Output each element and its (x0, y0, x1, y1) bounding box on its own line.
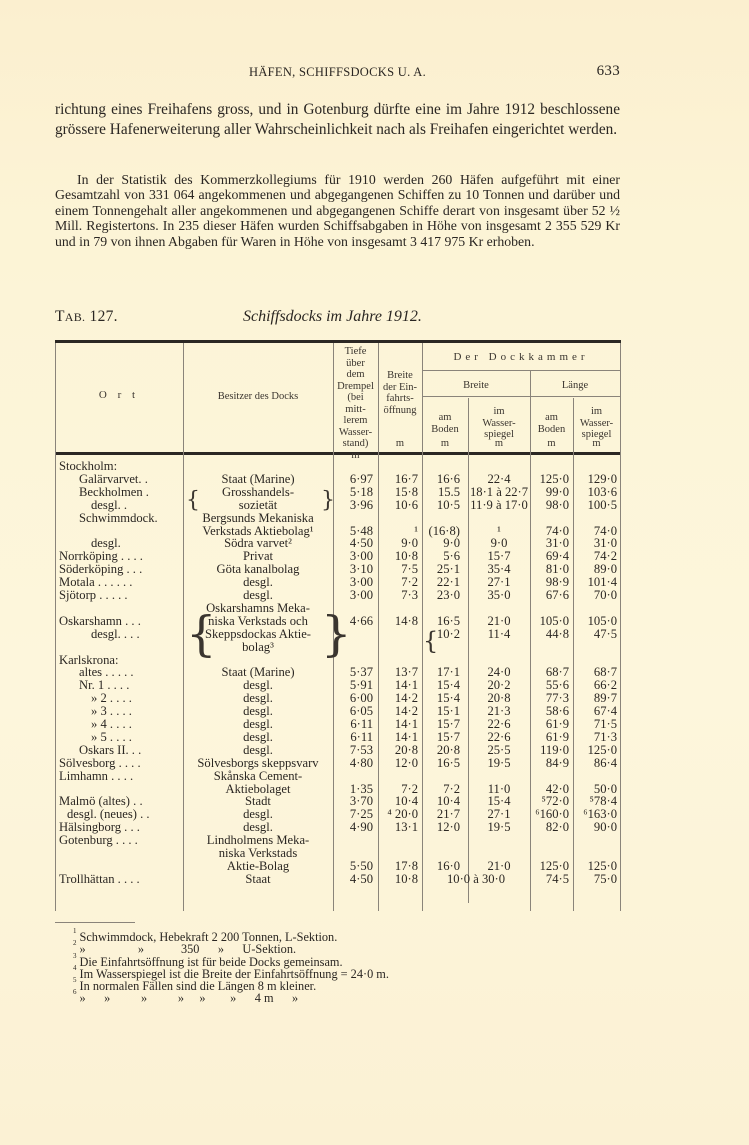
header-unit: m (547, 438, 556, 449)
header-rule-breite-laenge (422, 396, 620, 397)
cell-ort: Oskars II. . . (79, 742, 142, 757)
cell-b-wasser: 21·0 (487, 613, 511, 628)
header-tiefe-line: dem (346, 369, 365, 380)
header-line: spiegel (484, 429, 514, 440)
cell-b-boden: 5·6 (443, 549, 460, 564)
cell-b-wasser: 11·4 (487, 626, 511, 641)
cell-b-wasser: 25·5 (487, 742, 511, 757)
cell-l-wasser: ⁵78·4 (589, 794, 617, 809)
header-einfahrt-line: öffnung (383, 404, 417, 416)
cell-besitzer: Skånska Cement- (213, 768, 303, 783)
cell-einfahrt: 15·8 (394, 484, 418, 499)
cell-l-wasser: 125·0 (587, 858, 617, 873)
cell-b-boden: 10·4 (436, 794, 460, 809)
cell-einfahrt: 14·1 (394, 729, 418, 744)
cell-besitzer: bolag³ (242, 639, 274, 654)
footnote-mark: 3 (73, 951, 77, 960)
table-label-number: 127. (85, 308, 118, 325)
cell-l-boden: 74·0 (545, 523, 569, 538)
cell-besitzer: Stadt (245, 794, 271, 809)
cell-ort: » 5 . . . . (91, 729, 132, 744)
cell-tiefe: 6·00 (349, 691, 373, 706)
cell-breite-span: 10·0 à 30·0 (446, 871, 506, 886)
header-breite-am-boden (422, 412, 468, 435)
cell-l-boden: ⁶160·0 (535, 807, 569, 822)
cell-l-wasser: 68·7 (593, 665, 617, 680)
cell-besitzer: Bergsunds Mekaniska (202, 510, 314, 525)
cell-ort: Beckholmen . (79, 484, 149, 499)
footnote (73, 951, 573, 969)
cell-einfahrt: 13·7 (394, 665, 418, 680)
cell-b-wasser: 11·9 à 17·0 (470, 497, 528, 512)
cell-l-wasser: 71·3 (593, 729, 617, 744)
cell-ort: » 4 . . . . (91, 717, 132, 731)
footnote-text: » » 350 » U-Sektion. (79, 942, 297, 957)
cell-b-wasser: 27·1 (487, 807, 511, 822)
cell-b-wasser: 35·0 (487, 588, 511, 602)
cell-besitzer: Oskarshamns Meka- (206, 600, 310, 615)
header-tiefe-line: über (346, 357, 365, 369)
footnotes (73, 927, 573, 1006)
cell-besitzer: Staat (Marine) (221, 665, 295, 680)
cell-b-wasser: 18·1 à 22·7 (469, 484, 529, 499)
table-label-smallcaps: AB. (64, 310, 86, 324)
header-tiefe-line: lerem (343, 415, 368, 426)
cell-l-boden: 44·8 (545, 626, 569, 641)
cell-ort: desgl. . . . (91, 626, 140, 641)
cell-b-boden: 10·2 (436, 626, 460, 641)
header-unit: m (494, 438, 504, 449)
cell-l-boden: 61·9 (545, 717, 569, 731)
cell-besitzer: Södra varvet² (224, 536, 292, 551)
header-einfahrt-line: fahrts- (386, 393, 414, 404)
cell-besitzer: Lindholmens Meka- (206, 833, 310, 848)
header-dockkammer: Der Dockkammer (453, 351, 589, 363)
cell-b-boden: 15·4 (436, 691, 460, 706)
cell-l-wasser: 74·0 (593, 523, 617, 538)
cell-b-wasser: 24·0 (487, 665, 511, 680)
header-tiefe-line: mitt- (345, 403, 366, 415)
cell-besitzer: sozietät (238, 497, 278, 512)
cell-tiefe: 5·48 (349, 523, 373, 538)
cell-l-wasser: 70·0 (593, 588, 617, 602)
cell-l-boden: 98·9 (545, 575, 569, 590)
cell-tiefe: 4·66 (349, 613, 373, 628)
cell-tiefe: 1·35 (349, 781, 373, 796)
cell-b-boden: 20·8 (436, 742, 460, 757)
cell-l-wasser: 90·0 (593, 820, 617, 835)
cell-besitzer: Sölvesborgs skeppsvarv (197, 755, 319, 770)
header-laenge-im-wasserspiegel (573, 406, 620, 441)
header-tiefe-line: Tiefe (344, 346, 367, 357)
cell-b-wasser: 20·8 (487, 691, 511, 706)
cell-ort: desgl. (neues) . . (67, 807, 150, 822)
cell-l-boden: 42·0 (545, 781, 569, 796)
footnote (73, 976, 573, 994)
cell-tiefe: 3·00 (349, 549, 373, 564)
cell-l-wasser: 129·0 (587, 471, 617, 486)
cell-ort: Hälsingborg . . . (59, 820, 140, 835)
cell-besitzer: Grosshandels- (221, 484, 295, 499)
cell-b-wasser: 19·5 (487, 755, 511, 770)
cell-besitzer: desgl. (243, 678, 273, 693)
cell-ort: » 2 . . . . (91, 691, 132, 706)
cell-b-wasser: 9·0 (490, 536, 508, 551)
header-einfahrt-line: der Ein- (382, 381, 418, 393)
cell-einfahrt: 7·3 (401, 588, 418, 602)
cell-b-wasser: 27·1 (487, 575, 511, 590)
header-einfahrt-line: Breite (387, 370, 413, 381)
footnote (73, 939, 573, 957)
cell-l-boden: 98·0 (545, 497, 569, 512)
cell-l-wasser: 89·0 (593, 562, 617, 577)
footnote-text: Im Wasserspiegel ist die Breite der Einfahrtsöffnung = 24·0 m. (79, 966, 389, 981)
cell-l-boden: 125·0 (539, 471, 569, 486)
cell-l-wasser: 74·2 (593, 549, 617, 564)
cell-besitzer: desgl. (243, 691, 273, 706)
footnote (73, 963, 573, 981)
cell-tiefe: 7·25 (349, 807, 373, 822)
footnote (73, 988, 573, 1006)
cell-tiefe: 5·18 (349, 484, 373, 499)
cell-besitzer: niska Verkstads (218, 846, 298, 860)
cell-l-wasser: 47·5 (593, 626, 617, 641)
cell-l-boden: 105·0 (539, 613, 569, 628)
cell-einfahrt: 20·8 (394, 742, 418, 757)
cell-ort: Oskarshamn . . . (59, 613, 141, 628)
cell-tiefe: 5·91 (349, 678, 373, 693)
cell-tiefe: 4·50 (349, 536, 373, 551)
cell-b-wasser: 15·7 (487, 549, 511, 564)
header-line: spiegel (581, 429, 612, 440)
cell-besitzer: niska Verkstads och (208, 613, 308, 628)
cell-besitzer: desgl. (243, 807, 273, 822)
cell-l-boden: 125·0 (539, 858, 569, 873)
cell-tiefe: 7·53 (349, 742, 373, 757)
cell-einfahrt: 14·1 (394, 717, 418, 731)
header-line: Wasser- (482, 417, 516, 429)
header-breite-im-wasserspiegel (468, 406, 530, 441)
cell-b-wasser: 19·5 (487, 820, 511, 835)
paragraph-1: richtung eines Freihafens gross, und in Gotenburg dürfte eine im Jahre 1912 beschlossene grössere Hafenerweiterung aller Wahrscheinlichkeit nach als Freihafen eingerichtet werden. (55, 101, 620, 138)
footnote-text: Die Einfahrtsöffnung ist für beide Docks gemeinsam. (79, 954, 343, 969)
cell-besitzer: desgl. (243, 575, 273, 590)
cell-besitzer: Staat (245, 871, 271, 886)
cell-ort: desgl. (91, 536, 121, 551)
header-breite-einfahrt (378, 370, 422, 416)
cell-einfahrt: 17·8 (394, 858, 418, 873)
header-tiefe-line: (bei (347, 392, 364, 403)
cell-besitzer: desgl. (243, 820, 273, 835)
table-left-border (55, 343, 56, 911)
docks-table (55, 340, 621, 912)
cell-tiefe: 5·50 (349, 858, 373, 873)
brace-right-grosshandels: } (321, 488, 335, 513)
cell-b-wasser: 21·0 (487, 858, 511, 873)
cell-tiefe: 4·90 (349, 820, 373, 835)
paragraph-2: In der Statistik des Kommerzkollegiums für 1910 werden 260 Häfen aufgeführt mit einer Gesamtzahl von 331 064 angekommenen und abgegangenen Schiffen zu 10 Tonnen und darüber und einem Tonnengehalt aller angekommenen und abgegangenen Schiffe derart von insgesamt über 52 ½ Mill. Registertons. In 235 dieser Häfen wurden Schiffsabgaben in Höhe von insgesamt 2 355 529 Kr und in 79 von ihnen Abgaben für Waren in Höhe von insgesamt 3 417 975 Kr erhoben. (55, 172, 620, 249)
cell-besitzer: desgl. (243, 729, 273, 744)
cell-b-wasser: 21·3 (487, 704, 511, 719)
cell-l-wasser: 125·0 (587, 742, 617, 757)
cell-l-wasser: 100·5 (587, 497, 617, 512)
footnote-mark: 1 (73, 927, 77, 935)
cell-l-boden: 67·6 (545, 588, 569, 602)
cell-einfahrt: 10·8 (394, 871, 418, 886)
cell-ort: Galärvarvet. . (79, 471, 148, 486)
header-breite: Breite (463, 380, 489, 391)
cell-l-wasser: 31·0 (593, 536, 617, 551)
cell-besitzer: Skeppsdockas Aktie- (205, 626, 311, 641)
cell-tiefe: 3·70 (349, 794, 373, 809)
cell-l-wasser: 86·4 (593, 755, 617, 770)
running-head-title: HÄFEN, SCHIFFSDOCKS U. A. (249, 65, 426, 79)
cell-b-wasser: 11·0 (487, 781, 511, 796)
cell-besitzer: Aktie-Bolag (226, 858, 290, 873)
cell-tiefe: 3·96 (349, 497, 373, 512)
cell-l-boden: 119·0 (540, 742, 569, 757)
cell-tiefe: 3·00 (349, 588, 373, 602)
table-title: Schiffsdocks im Jahre 1912. (243, 308, 422, 325)
cell-einfahrt: 14·2 (394, 704, 418, 719)
table-right-border (620, 343, 621, 911)
cell-b-boden: 15·7 (436, 717, 460, 731)
cell-b-boden: 7·2 (443, 781, 460, 796)
header-line: im (493, 406, 505, 417)
brace-left-oskarshamn: { (186, 606, 217, 662)
header-line: im (590, 406, 603, 417)
cell-l-boden: 55·6 (545, 678, 569, 693)
cell-l-boden: 69·4 (545, 549, 569, 564)
cell-ort: Nr. 1 . . . . (79, 678, 130, 693)
cell-b-boden: 12·0 (436, 820, 460, 835)
cell-einfahrt: ⁴ 20·0 (387, 807, 418, 822)
header-line: Wasser- (579, 417, 614, 429)
cell-b-boden: 25·1 (436, 562, 460, 577)
cell-einfahrt: 13·1 (394, 820, 418, 835)
cell-ort: Motala . . . . . . (59, 575, 133, 590)
brace-left-grosshandels: { (186, 488, 200, 513)
cell-l-boden: 74·5 (545, 871, 569, 886)
cell-einfahrt: 10·6 (394, 497, 418, 512)
cell-l-boden: 81·0 (545, 562, 569, 577)
cell-l-boden: 84·9 (545, 755, 569, 770)
cell-l-wasser: 75·0 (593, 871, 617, 886)
cell-einfahrt: 7·2 (401, 575, 418, 590)
cell-l-boden: 68·7 (545, 665, 569, 680)
cell-b-boden: 15·1 (436, 704, 460, 719)
cell-tiefe: 6·11 (350, 729, 373, 744)
cell-b-boden: 23·0 (436, 588, 460, 602)
cell-l-boden: 31·0 (545, 536, 569, 551)
cell-ort: » 3 . . . . (91, 704, 132, 719)
cell-ort: Limhamn . . . . (59, 768, 134, 783)
cell-tiefe: 6·97 (349, 471, 373, 486)
running-head (55, 65, 620, 83)
cell-b-wasser: 15·4 (487, 794, 511, 809)
footnote-text: » » » » » » 4 m » (79, 991, 299, 1006)
cell-tiefe: 6·11 (350, 717, 373, 731)
footnote-mark: 5 (73, 976, 77, 985)
cell-einfahrt: 14·2 (394, 691, 418, 706)
cell-l-boden: 77·3 (545, 691, 569, 706)
cell-ort: altes . . . . . (79, 665, 134, 680)
header-tiefe-line: Wasser- (338, 426, 373, 438)
cell-b-boden: 15·7 (436, 729, 460, 744)
cell-l-wasser: 105·0 (587, 613, 617, 628)
cell-ort: Söderköping . . . (59, 562, 143, 577)
cell-l-wasser: 101·4 (587, 575, 617, 590)
header-besitzer: Besitzer des Docks (217, 391, 299, 402)
cell-einfahrt: 16·7 (394, 471, 418, 486)
footnote-mark: 2 (73, 939, 77, 948)
cell-tiefe: 5·37 (349, 665, 373, 680)
cell-besitzer: desgl. (243, 704, 273, 719)
cell-besitzer: Verkstads Aktiebolag¹ (202, 523, 314, 538)
cell-b-wasser: ¹ (497, 523, 501, 538)
cell-b-boden: (16·8) (428, 523, 460, 538)
header-tiefe (333, 346, 378, 461)
header-unit-einfahrt: m (395, 438, 405, 449)
cell-b-boden: 15.5 (437, 484, 460, 499)
cell-l-wasser: 66·2 (593, 678, 617, 693)
cell-einfahrt: 14·8 (394, 613, 418, 628)
table-label (55, 308, 118, 326)
cell-l-wasser: 71·5 (593, 717, 617, 731)
cell-einfahrt: 12·0 (394, 755, 418, 770)
cell-ort: Trollhättan . . . . (59, 871, 140, 886)
header-unit: m (592, 438, 601, 449)
cell-besitzer: desgl. (243, 742, 273, 757)
cell-besitzer: Aktiebolaget (225, 781, 291, 796)
header-tiefe-line: stand) (342, 438, 369, 449)
cell-ort: Norrköping . . . . (59, 549, 143, 564)
cell-einfahrt: 14·1 (394, 678, 418, 693)
cell-ort: desgl. . (91, 497, 128, 512)
cell-b-boden: 15·4 (436, 678, 460, 693)
cell-ort: Sjötorp . . . . . (59, 588, 128, 602)
cell-b-boden: 9·0 (443, 536, 460, 551)
header-line: am (438, 412, 452, 423)
cell-b-boden: 16·6 (436, 471, 460, 486)
cell-ort: Karlskrona: (59, 652, 119, 667)
cell-einfahrt: 10·8 (394, 549, 418, 564)
cell-l-boden: 82·0 (545, 820, 569, 835)
footnote-text: In normalen Fällen sind die Längen 8 m kleiner. (79, 979, 317, 994)
cell-b-wasser: 22·6 (487, 729, 511, 744)
cell-l-wasser: 89·7 (593, 691, 617, 706)
cell-l-boden: 61·9 (545, 729, 569, 744)
header-ort: O r t (98, 389, 140, 401)
cell-einfahrt: 10·4 (394, 794, 418, 809)
cell-b-boden: 16·5 (436, 755, 460, 770)
header-tiefe-line: Drempel (337, 380, 374, 392)
cell-b-boden: 21·7 (436, 807, 460, 822)
cell-ort: Stockholm: (59, 459, 118, 473)
cell-besitzer: Göta kanalbolag (216, 562, 300, 577)
cell-tiefe: 3·10 (349, 562, 373, 577)
cell-b-wasser: 20·2 (487, 678, 511, 693)
cell-b-boden: 22·1 (436, 575, 460, 590)
cell-l-boden: 58·6 (545, 704, 569, 719)
footnote-separator (55, 922, 135, 923)
header-line: Boden (537, 423, 566, 435)
footnote-text: Schwimmdock, Hebekraft 2 200 Tonnen, L-Sektion. (79, 930, 338, 945)
header-line: Boden (431, 423, 459, 435)
cell-l-wasser: 50·0 (593, 781, 617, 796)
cell-tiefe: 4·80 (349, 755, 373, 770)
cell-l-boden: 99·0 (545, 484, 569, 499)
cell-ort: Gotenburg . . . . (59, 833, 138, 848)
header-line: am (545, 412, 558, 423)
footnote (73, 927, 573, 945)
table-label-prefix: T (55, 308, 65, 325)
cell-b-boden: 10·5 (436, 497, 460, 512)
footnote-mark: 6 (73, 988, 77, 997)
cell-l-wasser: ⁶163·0 (583, 807, 617, 822)
brace-oskarshamn-breite: { (423, 627, 439, 655)
table-top-rule (55, 340, 621, 343)
table-caption (55, 308, 620, 328)
footnote-mark: 4 (73, 963, 77, 972)
cell-ort: Schwimmdock. (79, 510, 158, 525)
cell-besitzer: desgl. (243, 717, 273, 731)
header-rule-dockkammer (422, 370, 620, 371)
cell-einfahrt: ¹ (414, 523, 418, 538)
cell-b-boden: 16·0 (436, 858, 460, 873)
cell-b-wasser: 22·6 (487, 717, 511, 731)
cell-tiefe: 3·00 (349, 575, 373, 590)
cell-b-wasser: 22·4 (487, 471, 511, 486)
page-number: 633 (596, 63, 620, 79)
cell-einfahrt: 7·2 (401, 781, 418, 796)
header-unit: m (440, 438, 450, 449)
cell-l-boden: ⁵72·0 (541, 794, 569, 809)
cell-l-wasser: 103·6 (587, 484, 617, 499)
header-laenge-am-boden (530, 412, 573, 435)
header-unit: m (351, 449, 360, 461)
cell-l-wasser: 67·4 (593, 704, 617, 719)
cell-b-boden: 17·1 (436, 665, 460, 680)
cell-ort: Sölvesborg . . . . (59, 755, 141, 770)
cell-besitzer: Privat (242, 549, 274, 564)
cell-einfahrt: 9·0 (401, 536, 418, 551)
header-laenge: Länge (561, 380, 589, 391)
cell-besitzer: desgl. (243, 588, 273, 602)
cell-b-boden: 16·5 (436, 613, 460, 628)
cell-tiefe: 4·50 (349, 871, 373, 886)
brace-right-oskarshamn: } (321, 606, 352, 662)
cell-ort: Malmö (altes) . . (59, 794, 143, 809)
cell-einfahrt: 7·5 (401, 562, 418, 577)
cell-tiefe: 6·05 (349, 704, 373, 719)
cell-besitzer: Staat (Marine) (221, 471, 295, 486)
cell-b-wasser: 35·4 (487, 562, 511, 577)
